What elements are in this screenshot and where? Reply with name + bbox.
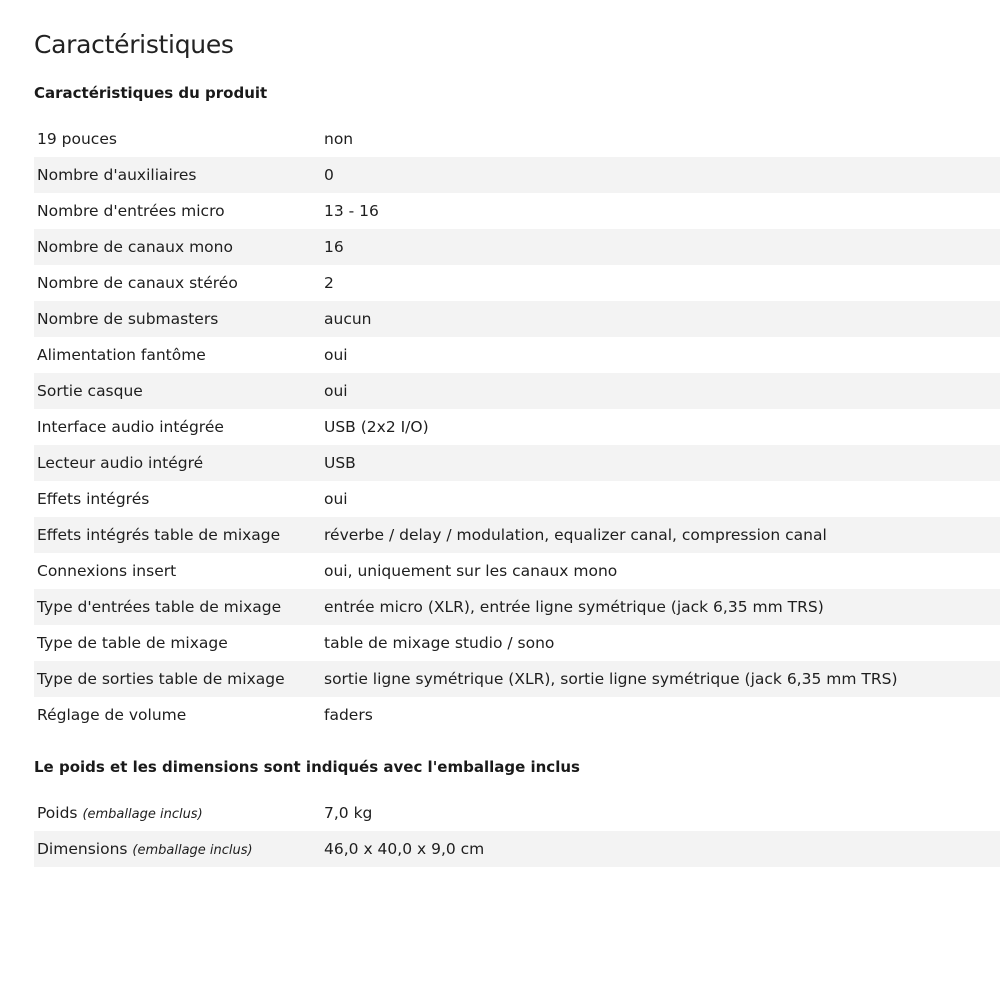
spec-value: oui, uniquement sur les canaux mono — [324, 562, 618, 580]
spec-label: Réglage de volume — [37, 706, 187, 724]
weight-dimensions-table — [34, 795, 1000, 867]
spec-row — [34, 481, 1000, 517]
spec-value: non — [324, 130, 354, 148]
spec-row — [34, 517, 1000, 553]
spec-value: 13 - 16 — [324, 202, 379, 220]
spec-label: Nombre de canaux stéréo — [37, 274, 238, 292]
spec-label-text: Poids — [37, 804, 78, 822]
page-title: Caractéristiques — [34, 30, 234, 59]
spec-label: Effets intégrés — [37, 490, 150, 508]
spec-label: Sortie casque — [37, 382, 143, 400]
spec-row — [34, 337, 1000, 373]
spec-label: Nombre de canaux mono — [37, 238, 233, 256]
spec-label: Type d'entrées table de mixage — [37, 598, 282, 616]
spec-label: Nombre de submasters — [37, 310, 219, 328]
spec-value: 16 — [324, 238, 344, 256]
spec-row — [34, 409, 1000, 445]
spec-label-note: (emballage inclus) — [132, 843, 253, 858]
spec-row — [34, 831, 1000, 867]
spec-value: entrée micro (XLR), entrée ligne symétrique (jack 6,35 mm TRS) — [324, 598, 824, 616]
spec-row — [34, 625, 1000, 661]
spec-row — [34, 265, 1000, 301]
spec-row — [34, 553, 1000, 589]
spec-row — [34, 445, 1000, 481]
spec-value: faders — [324, 706, 373, 724]
spec-row — [34, 697, 1000, 733]
spec-row — [34, 373, 1000, 409]
spec-label: Alimentation fantôme — [37, 346, 206, 364]
spec-value: 7,0 kg — [324, 804, 373, 822]
spec-row — [34, 121, 1000, 157]
spec-value: USB (2x2 I/O) — [324, 418, 429, 436]
spec-label: Effets intégrés table de mixage — [37, 526, 281, 544]
spec-value: USB — [324, 454, 356, 472]
spec-value: 2 — [324, 274, 334, 292]
spec-value: sortie ligne symétrique (XLR), sortie ligne symétrique (jack 6,35 mm TRS) — [324, 670, 898, 688]
spec-label: Type de table de mixage — [37, 634, 228, 652]
spec-row — [34, 661, 1000, 697]
spec-value: 46,0 x 40,0 x 9,0 cm — [324, 840, 485, 858]
spec-value: oui — [324, 382, 348, 400]
spec-value: 0 — [324, 166, 334, 184]
spec-label: Type de sorties table de mixage — [37, 670, 285, 688]
spec-label — [34, 840, 324, 858]
spec-row — [34, 157, 1000, 193]
spec-value: oui — [324, 346, 348, 364]
spec-label — [34, 804, 324, 822]
spec-value: réverbe / delay / modulation, equalizer canal, compression canal — [324, 526, 827, 544]
spec-label: Nombre d'entrées micro — [37, 202, 225, 220]
spec-row — [34, 301, 1000, 337]
spec-row — [34, 795, 1000, 831]
spec-value: aucun — [324, 310, 372, 328]
spec-label-text: Dimensions — [37, 840, 128, 858]
spec-label-note: (emballage inclus) — [82, 807, 203, 822]
spec-row — [34, 193, 1000, 229]
spec-label: Lecteur audio intégré — [37, 454, 204, 472]
spec-label: Connexions insert — [37, 562, 177, 580]
spec-label: Interface audio intégrée — [37, 418, 224, 436]
spec-row — [34, 589, 1000, 625]
spec-row — [34, 229, 1000, 265]
spec-label: 19 pouces — [37, 130, 117, 148]
section-heading-product: Caractéristiques du produit — [34, 84, 268, 102]
spec-label: Nombre d'auxiliaires — [37, 166, 197, 184]
section-heading-weight-dimensions: Le poids et les dimensions sont indiqués avec l'emballage inclus — [34, 758, 580, 776]
spec-value: table de mixage studio / sono — [324, 634, 555, 652]
spec-value: oui — [324, 490, 348, 508]
product-specs-table — [34, 121, 1000, 733]
